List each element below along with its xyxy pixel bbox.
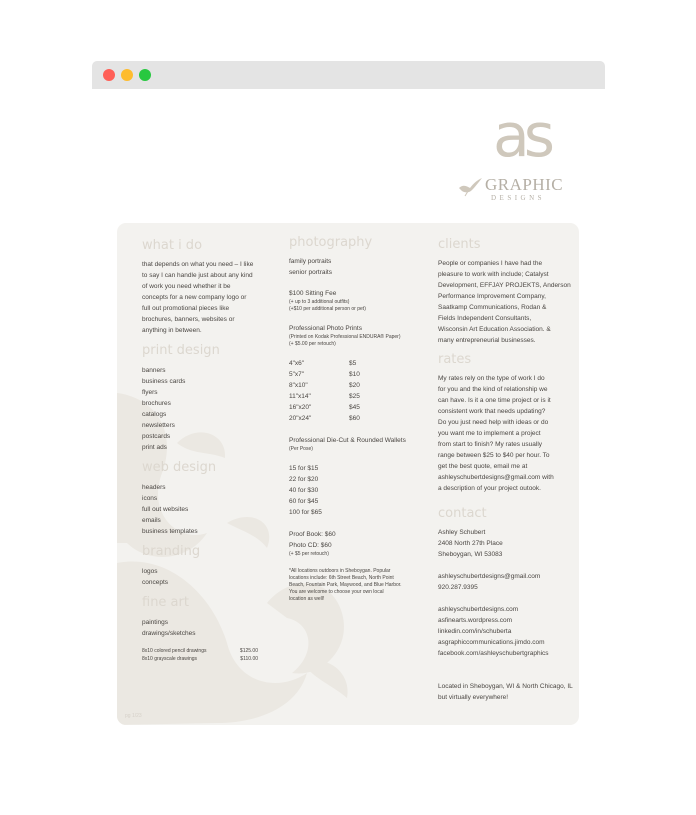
web-design-list <box>142 482 272 537</box>
minimize-window-button[interactable] <box>121 69 133 81</box>
fine-art-price-list <box>142 647 272 663</box>
list-item: brochures <box>142 400 171 407</box>
list-item: business templates <box>142 528 198 535</box>
print-design-list <box>142 365 272 453</box>
price-row: 5"x7" $10 <box>289 371 360 378</box>
clients-text: People or companies I have had the pleasure to work with include; Catalyst Development, EFFJAY PROJEKTS, Anderson Performance Improvement Company, Saatkamp Communications, Rodan & Fields Independent Consultants, Wisconsin Art Education Association. & many entrepreneurial businesses. <box>438 260 571 344</box>
maximize-window-button[interactable] <box>139 69 151 81</box>
price-row: 8x10 colored pencil drawings $125.00 <box>142 648 258 654</box>
list-item: senior portraits <box>289 269 332 276</box>
price-row: 8x10 grayscale drawings $110.00 <box>142 656 258 662</box>
services-panel <box>117 223 579 725</box>
column-contact <box>438 236 573 703</box>
branding-heading: branding <box>142 544 201 559</box>
list-item: headers <box>142 484 166 491</box>
clients-heading: clients <box>438 237 481 252</box>
close-window-button[interactable] <box>103 69 115 81</box>
rates-text: My rates rely on the type of work I do for you and the kind of relationship we can have. Is it a one time project or is it consistent work that needs updating? Do you just need help with ideas or do you want me to implement a project from start to finish? My rates usually range between $25 to $40 per hour. To get the best quote, email me at ashleyschubertdesigns@gmail.com with a description of your project outook. <box>438 375 554 492</box>
contact-heading: contact <box>438 506 487 521</box>
list-item: family portraits <box>289 258 332 265</box>
list-item: drawings/sketches <box>142 630 196 637</box>
rates-heading: rates <box>438 352 472 367</box>
fine-art-list <box>142 617 272 639</box>
list-item: print ads <box>142 444 167 451</box>
price-row: 11"x14" $25 <box>289 393 360 400</box>
list-item: banners <box>142 367 166 374</box>
sitting-fee-note: (+ up to 3 additional outfits) <box>289 299 350 305</box>
hummingbird-icon <box>457 174 483 200</box>
list-item: paintings <box>142 619 169 626</box>
what-i-do-heading: what i do <box>142 238 203 253</box>
wallets-heading: Professional Die-Cut & Rounded Wallets <box>289 437 406 444</box>
sitting-fee-note: (+$10 per additional person or pet) <box>289 306 366 312</box>
sitting-fee: $100 Sitting Fee <box>289 290 337 297</box>
print-design-heading: print design <box>142 343 220 358</box>
list-item: icons <box>142 495 158 502</box>
wallets-list <box>289 463 424 518</box>
price-row: 20"x24" $60 <box>289 415 360 422</box>
list-item: flyers <box>142 389 158 396</box>
price-row: 16"x20" $45 <box>289 404 360 411</box>
logo-wordmark: GRAPHIC <box>485 175 564 194</box>
list-item: newsletters <box>142 422 175 429</box>
retouch-note: (+ $5 per retouch) <box>289 551 329 557</box>
phone-number: 920.287.9395 <box>438 584 478 591</box>
photo-cd: Photo CD: $60 <box>289 542 332 549</box>
logo-tagline: DESIGNS <box>491 194 546 202</box>
print-price-table <box>289 358 424 424</box>
blog-link[interactable]: asfinearts.wordpress.com <box>438 617 513 624</box>
website-link[interactable]: ashleyschubertdesigns.com <box>438 606 519 613</box>
list-item: concepts <box>142 579 169 586</box>
list-item: 22 for $20 <box>289 476 319 483</box>
location-text: Located in Sheboygan, WI & North Chicago, IL but virtually everywhere! <box>438 683 573 701</box>
page-number: pg 1/23 <box>125 713 142 719</box>
wallets-note: (Per Pose) <box>289 446 313 452</box>
list-item: 15 for $15 <box>289 465 319 472</box>
list-item: 100 for $65 <box>289 509 322 516</box>
list-item: full out websites <box>142 506 189 513</box>
price-row: 4"x6" $5 <box>289 360 357 367</box>
facebook-link[interactable]: facebook.com/ashleyschubertgraphics <box>438 650 549 657</box>
mailing-address: Ashley Schubert 2408 North 27th Place Sheboygan, WI 53083 <box>438 529 503 558</box>
web-design-heading: web design <box>142 460 217 475</box>
linkedin-link[interactable]: linkedin.com/in/schuberta <box>438 628 512 635</box>
prints-note: (+ $5.00 per retouch) <box>289 341 336 347</box>
as-graphic-designs-logo <box>455 101 585 207</box>
proof-book: Proof Book: $60 <box>289 531 336 538</box>
portrait-list <box>289 256 424 278</box>
list-item: catalogs <box>142 411 167 418</box>
prints-heading: Professional Photo Prints <box>289 325 362 332</box>
list-item: postcards <box>142 433 171 440</box>
fine-art-heading: fine art <box>142 595 189 610</box>
column-photography <box>289 234 424 603</box>
web-links <box>438 604 573 659</box>
browser-title-bar <box>92 61 605 89</box>
price-row: 8"x10" $20 <box>289 382 360 389</box>
list-item: 60 for $45 <box>289 498 319 505</box>
photography-heading: photography <box>289 235 373 250</box>
list-item: 40 for $30 <box>289 487 319 494</box>
email-link[interactable]: ashleyschubertdesigns@gmail.com <box>438 573 541 580</box>
list-item: logos <box>142 568 158 575</box>
branding-list <box>142 566 272 588</box>
list-item: business cards <box>142 378 186 385</box>
column-services <box>142 237 272 663</box>
prints-note: (Printed on Kodak Professional ENDURA® Paper) <box>289 334 401 340</box>
portfolio-link[interactable]: asgraphiccommunications.jimdo.com <box>438 639 545 646</box>
what-i-do-text: that depends on what you need – I like to say I can handle just about any kind of work you need whether it be concepts for a new company logo or full out promotional pieces like brochures, banners, websites or anything in between. <box>142 261 254 334</box>
logo-monogram: as <box>493 101 550 171</box>
locations-note: *All locations outdoors in Sheboygan. Popular locations include: 6th Street Beach, North Point Beach, Fountain Park, Maywood, and Blue Harbor. You are welcome to choose your own local location as well! <box>289 568 402 602</box>
list-item: emails <box>142 517 161 524</box>
